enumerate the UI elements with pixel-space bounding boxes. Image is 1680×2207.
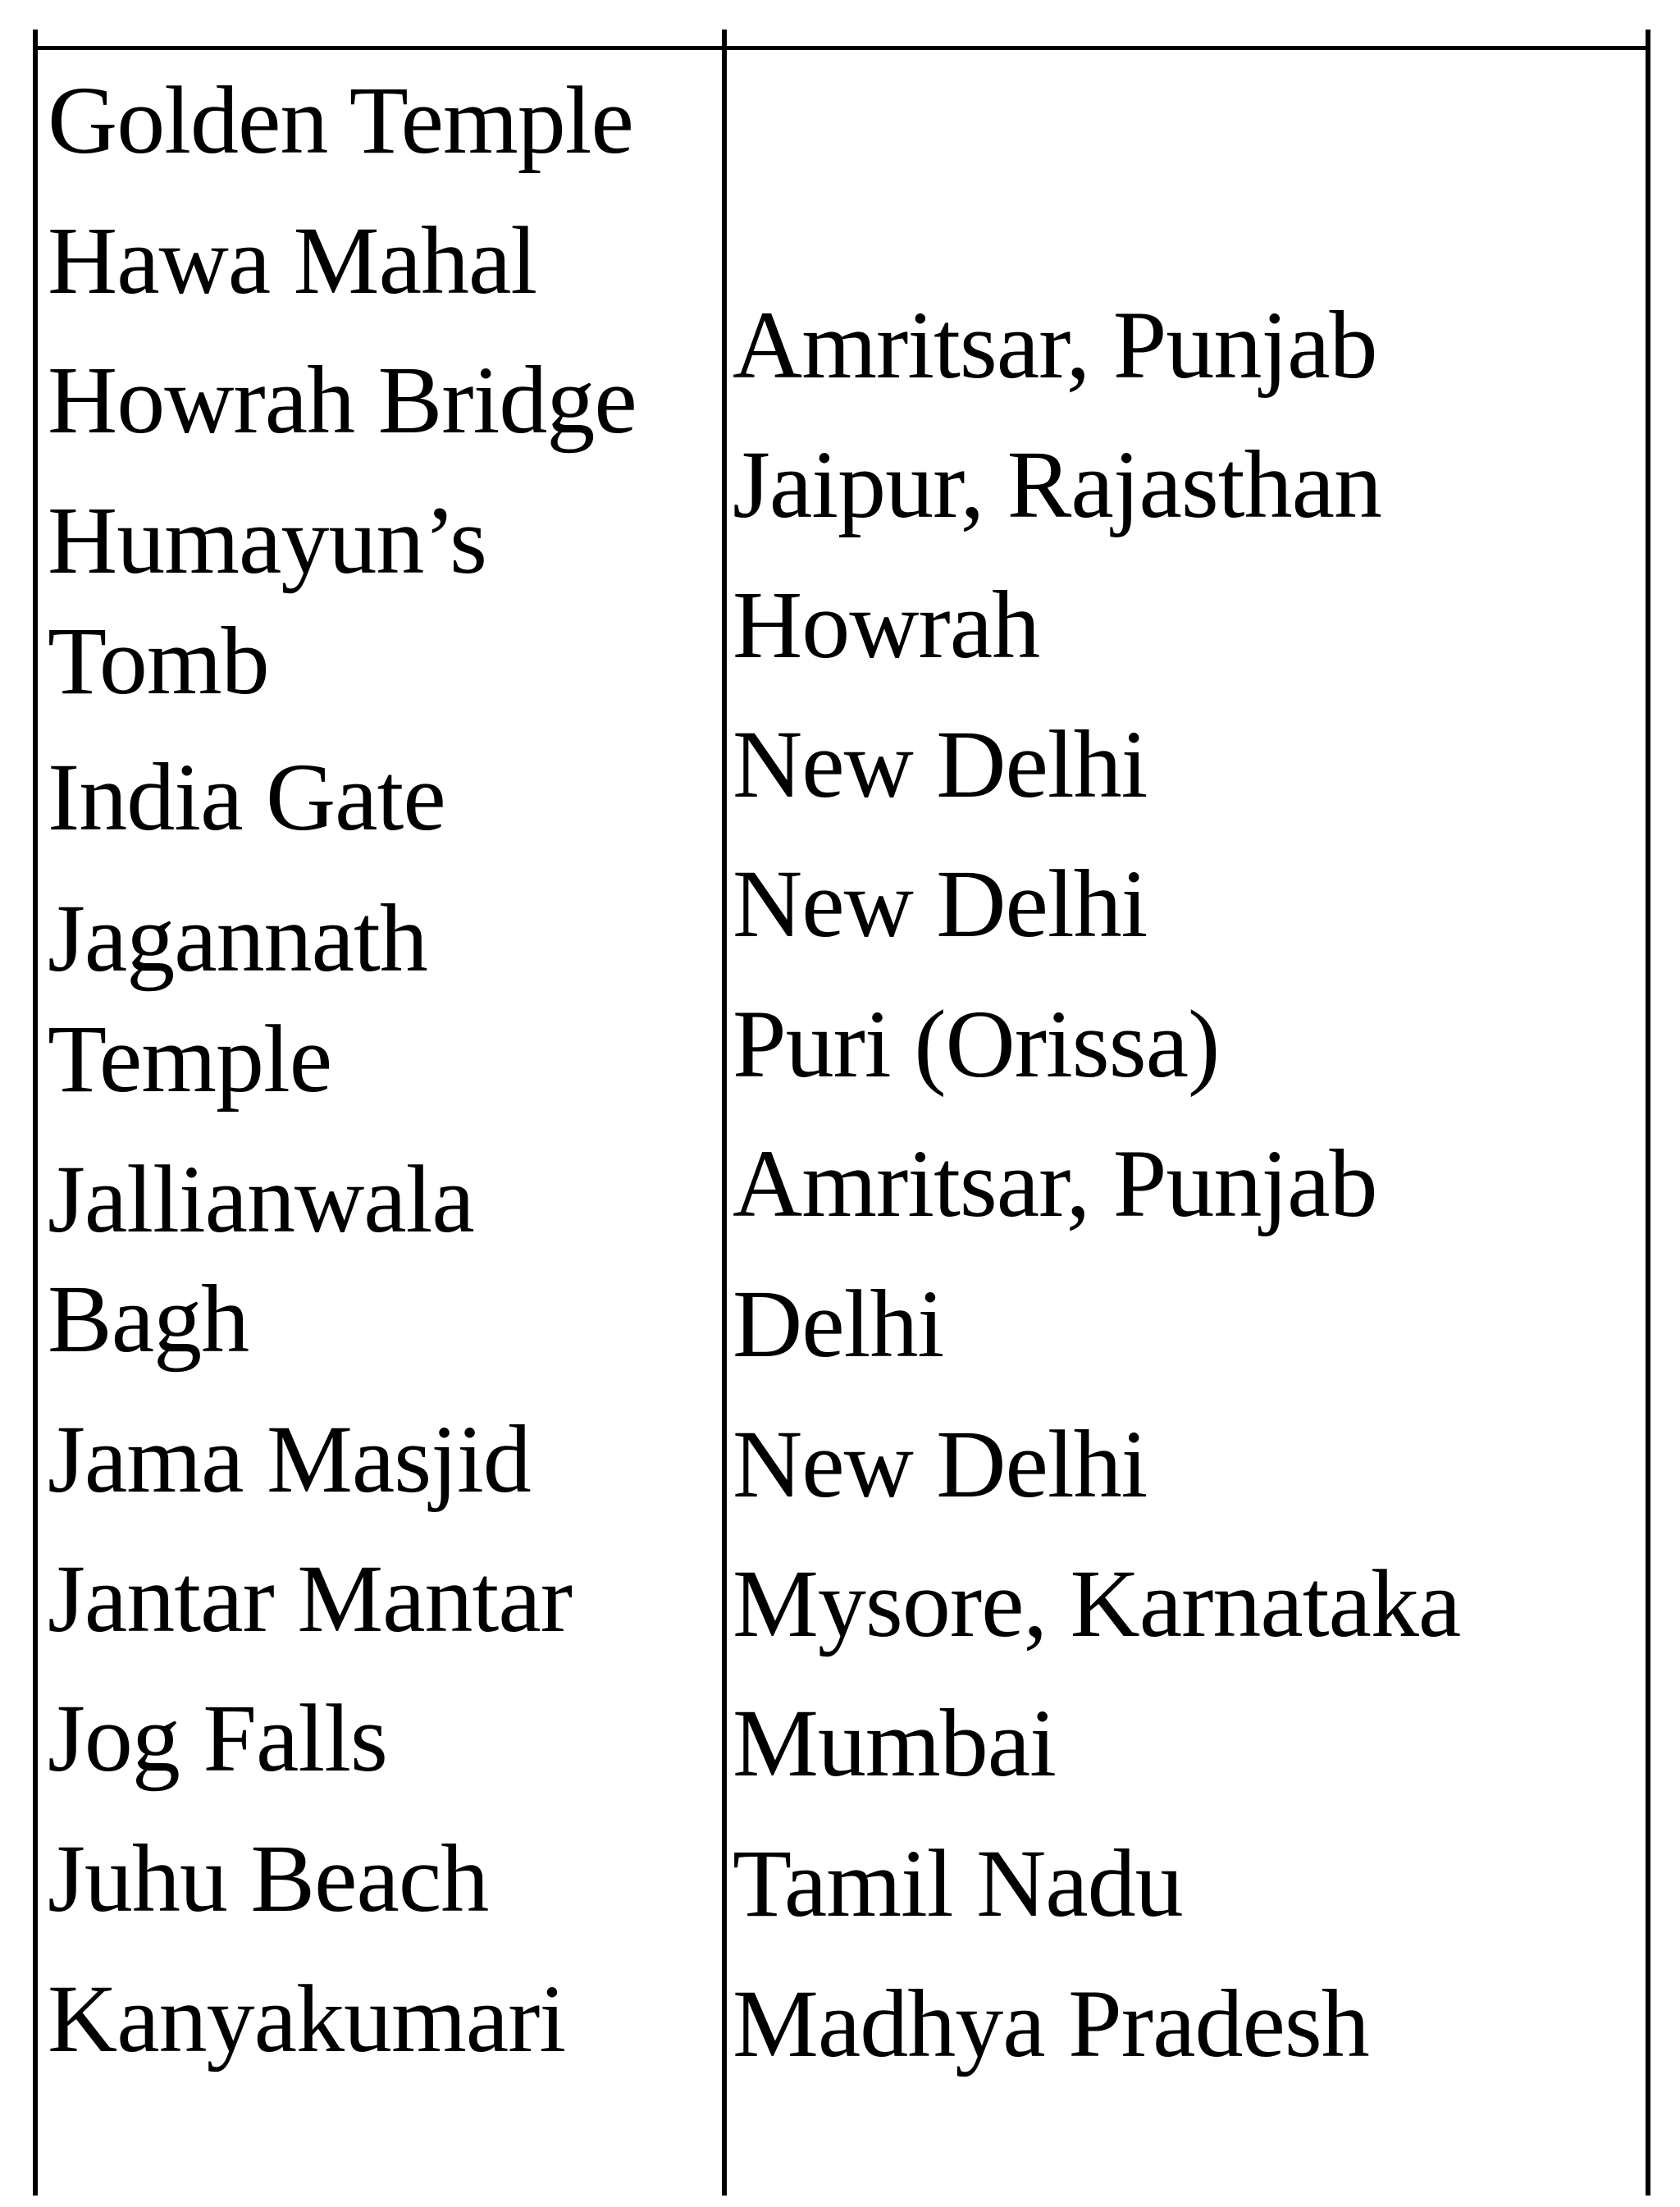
location-cell: Jaipur, Rajasthan xyxy=(733,431,1381,538)
landmark-cell: Juhu Beach xyxy=(48,1825,489,1932)
location-cell: Howrah xyxy=(733,571,1040,679)
landmark-cell: Temple xyxy=(48,1005,332,1113)
location-cell: Madhya Pradesh xyxy=(733,1970,1369,2077)
landmark-cell: Tomb xyxy=(48,607,269,715)
landmark-cell: Humayun’s xyxy=(48,487,487,594)
landmark-cell: Kanyakumari xyxy=(48,1965,566,2072)
table-top-border xyxy=(34,46,1650,50)
landmark-cell: Golden Temple xyxy=(48,66,633,174)
landmark-cell: Jallianwala xyxy=(48,1145,474,1253)
table-column-divider xyxy=(722,30,727,2196)
landmark-cell: Jama Masjid xyxy=(48,1405,531,1513)
location-cell: Puri (Orissa) xyxy=(733,990,1220,1098)
location-cell: Amritsar, Punjab xyxy=(733,1130,1377,1237)
location-cell: New Delhi xyxy=(733,711,1148,818)
location-cell: New Delhi xyxy=(733,1410,1148,1518)
location-cell: Mumbai xyxy=(733,1689,1056,1797)
landmark-cell: Bagh xyxy=(48,1265,249,1373)
table-left-border xyxy=(33,30,38,2196)
location-cell: Delhi xyxy=(733,1270,944,1378)
landmark-cell: Jagannath xyxy=(48,884,427,992)
landmark-cell: Howrah Bridge xyxy=(48,346,637,454)
location-cell: Mysore, Karnataka xyxy=(733,1550,1461,1657)
location-cell: New Delhi xyxy=(733,850,1148,957)
table-right-border xyxy=(1646,30,1650,2196)
location-cell: Tamil Nadu xyxy=(733,1830,1183,1937)
landmark-cell: Jantar Mantar xyxy=(48,1545,572,1652)
location-cell: Amritsar, Punjab xyxy=(733,291,1377,399)
landmark-cell: Hawa Mahal xyxy=(48,207,537,314)
landmark-cell: Jog Falls xyxy=(48,1684,387,1792)
landmark-cell: India Gate xyxy=(48,743,445,851)
